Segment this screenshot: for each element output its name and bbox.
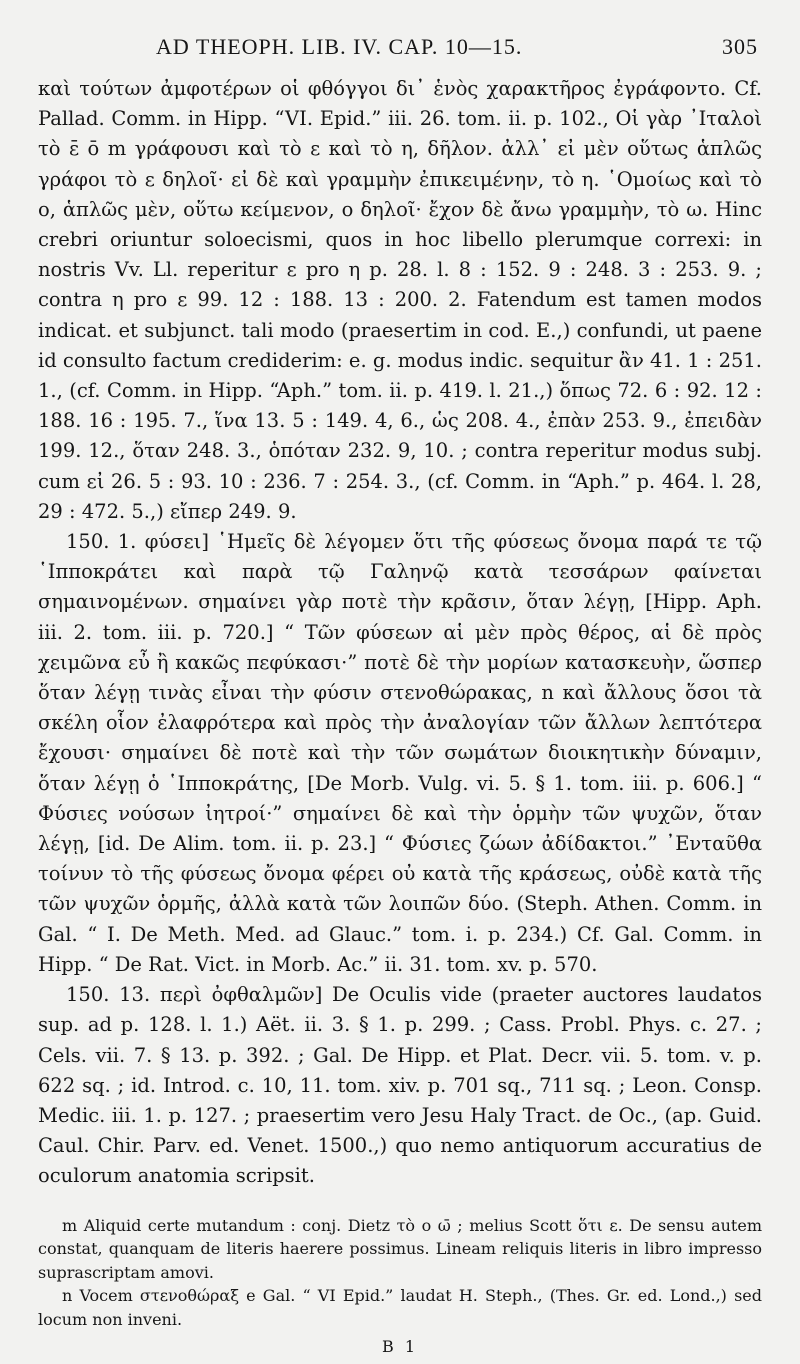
footnote-n: n Vocem στενοθώραξ e Gal. “ VI Epid.” laudat H. Steph., (Thes. Gr. ed. Lond.,) sed locum non inveni. bbox=[38, 1286, 762, 1329]
running-title: AD THEOPH. LIB. IV. CAP. 10—15. bbox=[156, 34, 523, 59]
commentary-paragraph: 150. 1. φύσει] ῾Ημεῖς δὲ λέγομεν ὅτι τῆς φύσεως ὄνομα παρά τε τῷ ῾Ιπποκράτει καὶ παρὰ τῷ Γαληνῷ κατὰ τεσσάρων φαίνεται σημαινομένων. σημαίνει γὰρ ποτὲ τὴν κρᾶσιν, ὅταν λέγῃ, [Hipp. Aph. iii. 2. tom. iii. p. 720.] “ Τῶν φύσεων αἱ μὲν πρὸς θέρος, αἱ δὲ πρὸς χειμῶνα εὖ ἢ κακῶς πεφύκασι·” ποτὲ δὲ τὴν μορίων κατασκευὴν, ὥσπερ ὅταν λέγῃ τινὰς εἶναι τὴν φύσιν στενοθώρακας, n καὶ ἄλλους ὅσοι τὰ σκέλη οἷον ἐλαφρότερα καὶ πρὸς τὴν ἀναλογίαν τῶν ἄλλων λεπτότερα ἔχουσι· σημαίνει δὲ ποτὲ καὶ τὴν τῶν σωμάτων διοικητικὴν δύναμιν, ὅταν λέγῃ ὁ ῾Ιπποκράτης, [De Morb. Vulg. vi. 5. § 1. tom. iii. p. 606.] “ Φύσιες νούσων ἰητροί·” σημαίνει δὲ καὶ τὴν ὁρμὴν τῶν ψυχῶν, ὅταν λέγῃ, [id. De Alim. tom. ii. p. 23.] “ Φύσιες ζώων ἀδίδακτοι.” ᾽Ενταῦθα τοίνυν τὸ τῆς φύσεως ὄνομα φέρει οὐ κατὰ τῆς κράσεως, οὐδὲ κατὰ τῆς τῶν ψυχῶν ὁρμῆς, ἀλλὰ κατὰ τῶν λοιπῶν δύο. (Steph. Athen. Comm. in Gal. “ I. De Meth. Med. ad Glauc.” tom. i. p. 234.) Cf. Gal. Comm. in Hipp. “ De Rat. Vict. in Morb. Ac.” ii. 31. tom. xv. p. 570. bbox=[38, 530, 762, 976]
footnotes bbox=[38, 1214, 762, 1332]
commentary-paragraph: 150. 13. περὶ ὀφθαλμῶν] De Oculis vide (praeter auctores laudatos sup. ad p. 128. l. 1.) Aët. ii. 3. § 1. p. 299. ; Cass. Probl. Phys. c. 27. ; Cels. vii. 7. § 13. p. 392. ; Gal. De Hipp. et Plat. Decr. vii. 5. tom. v. p. 622 sq. ; id. Introd. c. 10, 11. tom. xiv. p. 701 sq., 711 sq. ; Leon. Consp. Medic. iii. 1. p. 127. ; praesertim vero Jesu Haly Tract. de Oc., (ap. Guid. Caul. Chir. Parv. ed. Venet. 1500.,) quo nemo antiquorum accuratius de oculorum anatomia scripsit. bbox=[38, 983, 762, 1188]
commentary-paragraph: καὶ τούτων ἀμφοτέρων οἱ φθόγγοι δι᾽ ἑνὸς χαρακτῆρος ἐγράφοντο. Cf. Pallad. Comm. in Hipp. “VI. Epid.” iii. 26. tom. ii. p. 102., Οἱ γὰρ ᾽Ιταλοὶ τὸ ε̄ ō m γράφουσι καὶ τὸ ε καὶ τὸ η, δῆλον. ἀλλ᾽ εἰ μὲν οὕτως ἁπλῶς γράφοι τὸ ε δηλοῖ· εἰ δὲ καὶ γραμμὴν ἐπικειμένην, τὸ η. ῾Ομοίως καὶ τὸ ο, ἁπλῶς μὲν, οὕτω κείμενον, ο δηλοῖ· ἔχον δὲ ἄνω γραμμὴν, τὸ ω. Hinc crebri oriuntur soloecismi, quos in hoc libello plerumque correxi: in nostris Vv. Ll. reperitur ε pro η p. 28. l. 8 : 152. 9 : 248. 3 : 253. 9. ; contra η pro ε 99. 12 : 188. 13 : 200. 2. Fatendum est tamen modos indicat. et subjunct. tali modo (praesertim in cod. E.,) confundi, ut paene id consulto factum crediderim: e. g. modus indic. sequitur ἂν 41. 1 : 251. 1., (cf. Comm. in Hipp. “Aph.” tom. ii. p. 419. l. 21.,) ὅπως 72. 6 : 92. 12 : 188. 16 : 195. 7., ἵνα 13. 5 : 149. 4, 6., ὡς 208. 4., ἐπὰν 253. 9., ἐπειδὰν 199. 12., ὅταν 248. 3., ὁπόταν 232. 9, 10. ; contra reperitur modus subj. cum εἰ 26. 5 : 93. 10 : 236. 7 : 254. 3., (cf. Comm. in “Aph.” p. 464. l. 28, 29 : 472. 5.,) εἴπερ 249. 9. bbox=[38, 77, 762, 523]
page-header bbox=[38, 30, 762, 74]
signature-mark: B 1 bbox=[381, 1337, 419, 1357]
commentary-text bbox=[38, 74, 762, 1192]
footnote-m: m Aliquid certe mutandum : conj. Dietz τὸ ο ω̄ ; melius Scott ὅτι ε. De sensu autem constat, quanquam de literis haerere possimus. Lineam reliquis literis in libro impresso suprascriptam amovi. bbox=[38, 1215, 762, 1282]
page-number: 305 bbox=[722, 34, 758, 59]
